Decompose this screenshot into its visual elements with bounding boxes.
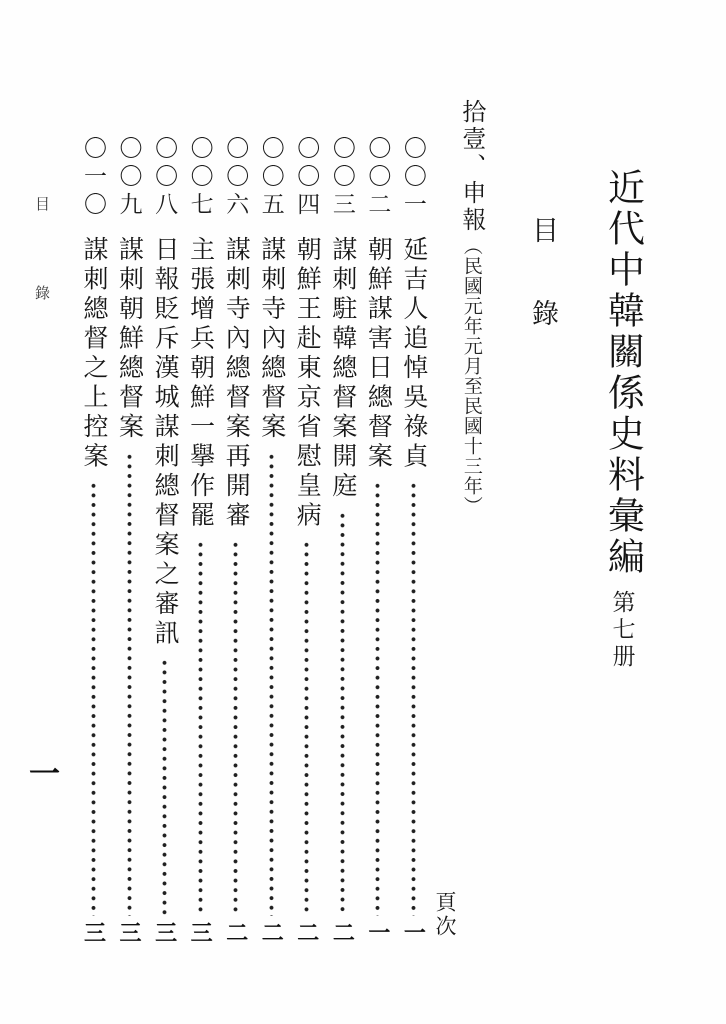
- entry-number: 〇〇八: [152, 136, 178, 220]
- entry-number: 〇〇四: [294, 136, 320, 220]
- entry-page-number: 三: [152, 921, 178, 943]
- entry-title: 朝鮮謀害日總督案: [364, 236, 392, 472]
- section-date-note: （民國元年元月至民國十三年）: [460, 236, 482, 516]
- entry-title: 日報貶斥漢城謀刺總督案之審訊: [151, 236, 179, 649]
- toc-entries: [77, 136, 430, 943]
- entry-page-number: 二: [330, 921, 356, 943]
- entry-title: 謀刺駐韓總督案開庭: [328, 236, 356, 502]
- toc-entry: [113, 136, 146, 943]
- toc-entry: [290, 136, 323, 943]
- entry-page-number: 二: [223, 921, 249, 943]
- book-title-column: [600, 168, 643, 671]
- toc-entry: [326, 136, 359, 943]
- book-title: 近代中韓關係史料彙編: [601, 168, 643, 578]
- dotted-leader: [375, 481, 380, 916]
- section-heading-column: [457, 99, 484, 516]
- toc-entry: [397, 136, 430, 943]
- volume-label: 第七册: [609, 590, 635, 671]
- entry-page-number: 二: [259, 921, 285, 943]
- dotted-leader: [340, 511, 345, 917]
- toc-heading: 目錄: [528, 216, 558, 382]
- page-column-header: 頁次: [433, 891, 457, 939]
- entry-title: 主張增兵朝鮮一擧作罷: [186, 236, 214, 531]
- entry-number: 〇〇九: [116, 136, 142, 220]
- entry-page-number: 三: [188, 921, 214, 943]
- entry-title: 朝鮮王赴東京省慰皇病: [293, 236, 321, 531]
- entry-number: 〇〇六: [223, 136, 249, 220]
- dotted-leader: [198, 540, 203, 916]
- entry-page-number: 二: [294, 921, 320, 943]
- dotted-leader: [162, 658, 167, 916]
- dotted-leader: [233, 540, 238, 916]
- entry-number: 〇〇五: [258, 136, 284, 220]
- entry-number: 〇〇三: [329, 136, 355, 220]
- section-heading: 拾壹、申報: [457, 99, 484, 234]
- entry-title: 延吉人追悼吳祿貞: [399, 236, 427, 472]
- toc-entry: [77, 136, 110, 943]
- dotted-leader: [91, 481, 96, 916]
- entry-number: 〇〇一: [400, 136, 426, 220]
- entry-title: 謀刺總督之上控案: [80, 236, 107, 472]
- margin-page-number: 一: [24, 757, 59, 788]
- dotted-leader: [411, 481, 416, 916]
- dotted-leader: [304, 540, 309, 916]
- dotted-leader: [269, 452, 274, 917]
- toc-entry: [184, 136, 217, 943]
- entry-number: 〇〇七: [187, 136, 213, 220]
- entry-page-number: 一: [401, 921, 427, 943]
- toc-entry: [361, 136, 394, 943]
- toc-entry: [148, 136, 181, 943]
- entry-number: 〇〇二: [365, 136, 391, 220]
- entry-title: 謀刺朝鮮總督案: [115, 236, 143, 443]
- entry-page-number: 三: [117, 921, 143, 943]
- dotted-leader: [127, 452, 132, 917]
- entry-page-number: 一: [365, 921, 391, 943]
- margin-running-label: 目錄: [33, 196, 49, 374]
- entry-page-number: 三: [81, 921, 107, 943]
- entry-title: 謀刺寺內總督案: [257, 236, 285, 443]
- entry-title: 謀刺寺內總督案再開審: [222, 236, 250, 531]
- toc-entry: [255, 136, 288, 943]
- toc-entry: [219, 136, 252, 943]
- entry-number: 〇一〇: [81, 136, 106, 220]
